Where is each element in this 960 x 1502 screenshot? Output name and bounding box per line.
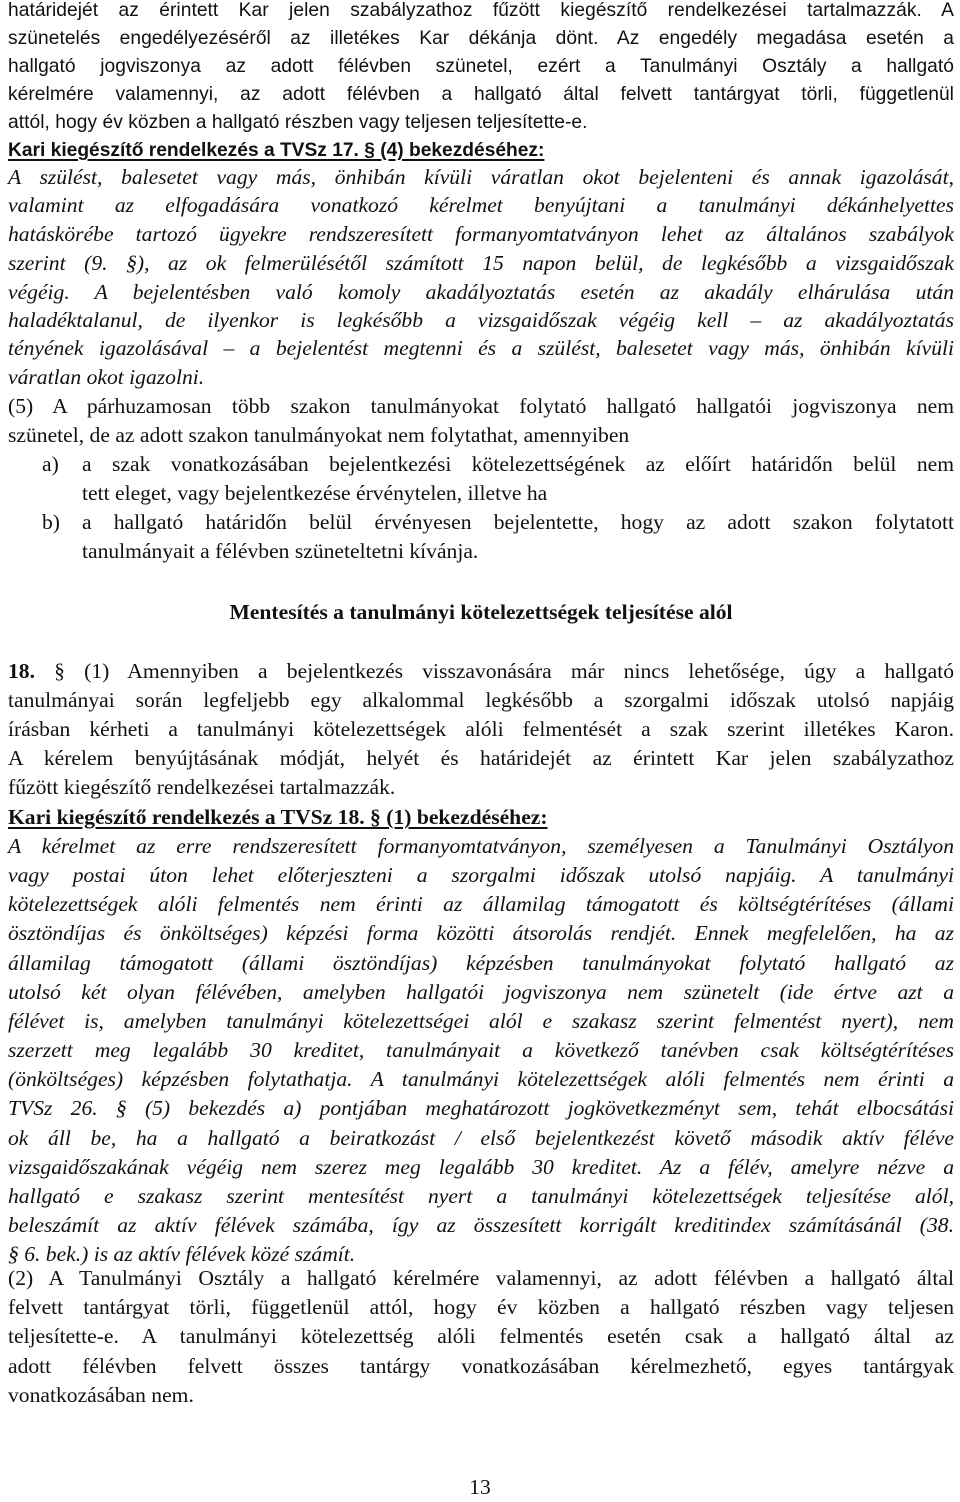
italic-rule-line: beleszámít az aktív félévek számába, így az összesített korrigált kreditindex számításánál (38. xyxy=(8,1213,954,1237)
italic-rule-line: szerzett meg legalább 30 kreditet, tanulmányait a következő tanévben csak költségtérítéses xyxy=(8,1038,954,1062)
italic-rule-line: vizsgaidőszakának végéig nem szerez meg legalább 30 kreditet. Az a félév, amelyre nézve a xyxy=(8,1155,954,1179)
italic-rule-line: hallgató e szakasz szerint mentesítést nyert a tanulmányi kötelezettségek teljesítése alól, xyxy=(8,1184,954,1208)
paragraph-2-line: vonatkozásában nem. xyxy=(8,1383,194,1407)
italic-rule-line: szerint (9. §), az ok felmerülésétől számított 15 napon belül, de legkésőbb a vizsgaidőszak xyxy=(8,251,954,275)
italic-rule-line: tényének igazolásával – a bejelentést megtenni és a szülést, balesetet vagy más, önhibán kívüli xyxy=(8,336,954,360)
italic-rule-line: § 6. bek.) is az aktív félévek közé számít. xyxy=(8,1242,356,1266)
italic-rule-line: hatáskörébe tartozó ügyekre rendszeresített formanyomtatványon lehet az általános szabályok xyxy=(8,222,954,246)
paragraph-2-line: (2) A Tanulmányi Osztály a hallgató kérelmére valamennyi, az adott félévben a hallgató által xyxy=(8,1266,954,1290)
list-item-text: tett eleget, vagy bejelentkezése érvénytelen, illetve ha xyxy=(82,481,548,505)
italic-rule-line: valamint az elfogadására vonatkozó kérelmet benyújtani a tanulmányi dékánhelyettes xyxy=(8,193,954,217)
kari-18-heading: Kari kiegészítő rendelkezés a TVSz 18. § (1) bekezdéséhez: xyxy=(8,805,548,829)
italic-rule-line: TVSz 26. § (5) bekezdés a) pontjában meghatározott jogkövetkezményt sem, tehát elbocsátási xyxy=(8,1096,954,1120)
italic-rule-line: A szülést, balesetet vagy más, önhibán kívüli váratlan okot bejelenteni és annak igazolását, xyxy=(8,165,954,189)
list-marker: b) xyxy=(42,510,60,534)
paragraph-2-line: teljesítette-e. A tanulmányi kötelezettség alóli felmentés esetén csak a hallgató által az xyxy=(8,1324,954,1348)
italic-rule-line: kötelezettségek alóli felmentés nem érinti az államilag támogatott és költségtérítéses (állami xyxy=(8,892,954,916)
italic-rule-line: államilag támogatott (állami ösztöndíjas) képzésben tanulmányokat folytató hallgató az xyxy=(8,951,954,975)
kari-17-heading: Kari kiegészítő rendelkezés a TVSz 17. § (4) bekezdéséhez: xyxy=(8,140,545,161)
section-18-line: írásban kérheti a tanulmányi kötelezettségek alóli felmentését a szak szerint illetékes Karon. xyxy=(8,717,954,741)
italic-rule-line: haladéktalanul, de ilyenkor is legkésőbb a vizsgaidőszak végéig kell – az akadályoztatás xyxy=(8,308,954,332)
list-item-text: a hallgató határidőn belül érvényesen bejelentette, hogy az adott szakon folytatott xyxy=(82,510,954,534)
paragraph-2-line: felvett tantárgyat törli, függetlenül attól, hogy év közben a hallgató részben vagy teljesen xyxy=(8,1295,954,1319)
italic-rule-line: (önköltséges) képzésben folytathatja. A tanulmányi kötelezettségek alóli felmentés nem érinti a xyxy=(8,1067,954,1091)
italic-rule-line: A kérelmet az erre rendszeresített formanyomtatványon, személyesen a Tanulmányi Osztályon xyxy=(8,834,954,858)
paragraph-line: attól, hogy év közben a hallgató részben vagy teljesen teljesítette-e. xyxy=(8,112,588,133)
italic-rule-line: utolsó két olyan félévében, amelyben hallgatói jogviszonya nem szünetelt (ide értve azt a xyxy=(8,980,954,1004)
paragraph-5-line: (5) A párhuzamosan több szakon tanulmányokat folytató hallgató hallgatói jogviszonya nem xyxy=(8,394,954,418)
list-marker: a) xyxy=(42,452,59,476)
section-18-text: § (1) Amennyiben a bejelentkezés visszavonására már nincs lehetősége, úgy a hallgató xyxy=(35,659,954,683)
list-item-line xyxy=(8,536,954,566)
italic-rule-line: végéig. A bejelentésben való komoly akadályoztatás esetén az akadály elhárulása után xyxy=(8,280,954,304)
section-18-line: tanulmányai során legfeljebb egy alkalommal legkésőbb a szorgalmi időszak utolsó napjáig xyxy=(8,688,954,712)
paragraph-2-line: adott félévben felvett összes tantárgy vonatkozásában kérelmezhető, egyes tantárgyak xyxy=(8,1354,954,1378)
paragraph-line: határidejét az érintett Kar jelen szabályzathoz fűzött kiegészítő rendelkezései tartalmazzák. A xyxy=(8,0,954,21)
list-item-text: a szak vonatkozásában bejelentkezési kötelezettségének az előírt határidőn belül nem xyxy=(82,452,954,476)
list-item-line xyxy=(8,507,954,537)
italic-rule-line: váratlan okot igazolni. xyxy=(8,365,205,389)
section-title: Mentesítés a tanulmányi kötelezettségek teljesítése alól xyxy=(229,600,733,624)
list-item-text: tanulmányait a félévben szüneteltetni kívánja. xyxy=(82,539,479,563)
list-item-line xyxy=(8,449,954,479)
paragraph-5-line: szünetel, de az adott szakon tanulmányokat nem folytathat, amennyiben xyxy=(8,423,630,447)
section-number: 18. xyxy=(8,659,35,683)
italic-rule-line: ösztöndíjas és önköltséges) képzési forma közötti átsorolás rendjét. Ennek megfelelően, ha az xyxy=(8,921,954,945)
section-18-first-line xyxy=(8,656,954,686)
paragraph-line: hallgató jogviszonya az adott félévben szünetel, ezért a Tanulmányi Osztály a hallgató xyxy=(8,56,954,77)
paragraph-line: szünetelés engedélyezéséről az illetékes Kar dékánja dönt. Az engedély megadása esetén a xyxy=(8,28,954,49)
list-item-line xyxy=(8,478,954,508)
italic-rule-line: ok áll be, ha a hallgató a beiratkozást / első bejelentkezést követő második aktív féléve xyxy=(8,1126,954,1150)
italic-rule-line: félévet is, amelyben tanulmányi kötelezettségei alól e szakasz szerint felmentést nyert), nem xyxy=(8,1009,954,1033)
page-number: 13 xyxy=(469,1475,491,1499)
italic-rule-line: vagy postai úton lehet előterjeszteni a szorgalmi időszak utolsó napjáig. A tanulmányi xyxy=(8,863,954,887)
paragraph-line: kérelmére valamennyi, az adott félévben a hallgató által felvett tantárgyat törli, függetlenül xyxy=(8,84,954,105)
section-18-line: A kérelem benyújtásának módját, helyét és határidejét az érintett Kar jelen szabályzathoz xyxy=(8,746,954,770)
section-18-line: fűzött kiegészítő rendelkezései tartalmazzák. xyxy=(8,775,396,799)
